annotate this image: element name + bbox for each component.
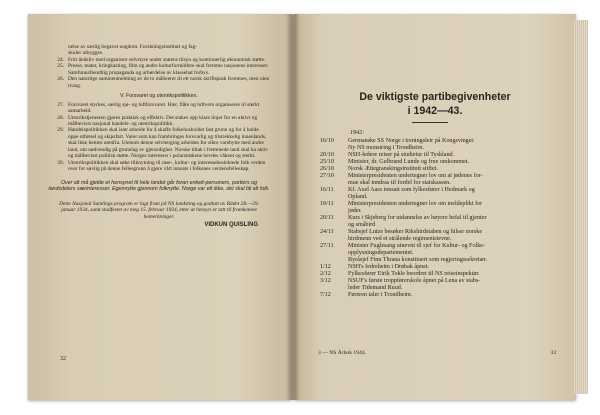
intro-line: nelse av særlig begavet ungdom. Forskningsinstitutt og fag- [68,44,198,50]
section-heading: V. Forsvaret og utenrikspolitikken. [120,93,198,100]
event-row [320,285,556,292]
program-item: 25. Presse, teater, kringkasting, film og andre kulturformidlere skal fremme nasjonens interesser. Samfunnsfiendtlig propaganda og urbørdelse av klassehat forbys. [57,63,269,76]
left-page [28,14,292,400]
event-text: og småbird [348,222,376,228]
event-text: NSUF's første troppførerskole åpnet på Lena av stabs- [348,278,481,284]
event-row [320,159,556,166]
event-row [320,271,556,278]
event-text: opplysningsdepartementet. [348,250,414,256]
event-date: 24/11 [320,229,334,235]
title-line: De viktigste partibegivenheter [359,91,511,103]
event-row [320,215,556,222]
event-row [320,194,556,201]
event-text: Kf. Axel Aass innsatt som fylkesfører i Hedmark og [348,187,475,193]
event-text: hirdmenn ved et strålende regimentstevne. [348,236,452,242]
event-text: Minister Fuglesang utnevnt til sjef for Kultur- og Folke- [348,243,485,249]
event-date: 7/12 [320,292,331,298]
event-text: leder Tidemand Ruud. [348,285,403,291]
event-date: 1/12 [320,264,331,270]
event-date: 16/11 [320,187,334,193]
title-line: i 1942—43. [407,105,463,117]
right-page-number: 33 [550,350,556,356]
events-list [320,130,556,299]
program-item: 28. Utenrikstjenesten gjøres praktisk og effektiv. Det stakes opp klare linjer for en aktivt og målbevisst nasjonal handels- og utenrikspolitikk. [57,114,258,127]
event-row [320,187,556,194]
program-item: 30. Utenrikspolitikken skal søke tilknytning til rase-, kultur- og interessebeslektede folk verden over for søvlig på denne fellesgrunn å gjøre vårt innsats i folkenes verdensfelleskap. [57,159,266,173]
event-date [320,145,348,152]
event-text: Fylkesfører Eirik Tokle beordret til NS reiseinspektør. [348,271,480,277]
event-row [320,180,556,187]
event-date [320,257,348,264]
event-text: Ministerpresidenten undertegner lov om at jødenes for- [348,173,483,179]
event-text: Stabsjef Lutze besøker Rikshirdstaben og hilser norske [348,229,483,235]
event-date: 3/12 [320,278,331,284]
event-row [320,138,556,145]
year-heading: 1942: [350,130,365,136]
event-date: 27/11 [320,243,334,249]
program-item: 24. Fritt åndsliv med organisert selvstyre under statens tilsyn og kontinuerlig økonomisk støtte. [57,56,266,63]
event-date [320,285,348,292]
page-title [294,90,576,118]
event-date [320,194,348,201]
event-text: jøder. [348,208,362,214]
event-date: 26/10 [320,166,334,172]
event-date [320,208,348,215]
intro-line: skoler utbygges. [68,50,104,57]
event-date: 19/11 [320,201,334,207]
event-text: Opland. [348,194,368,200]
event-date [320,236,348,243]
open-book [28,14,590,400]
event-text: Ministerpresidenten undertegner lov om meldeplikt for [348,201,483,207]
event-row [320,236,556,243]
event-text: mue skal inndras til fordel for statskassen. [348,180,451,186]
page-edges [574,20,588,394]
closing-note: Over alt må gjelde et hensynet til hele landet går foran enkelt-personers, partiers og landsdelers særinteresser. Egennytte gjennom folknytte. Norge var ett ikke, det skal bli alt folk. [48,179,270,193]
event-row [320,264,556,271]
event-row [320,173,556,180]
event-date: 27/10 [320,173,334,179]
left-page-number: 32 [60,356,66,362]
event-text: Germanske SS Norge i treningsleir på Kongsvinger. [348,138,475,144]
event-row [320,250,556,257]
right-page [294,14,576,400]
event-date [320,222,348,229]
event-row [320,278,556,285]
event-row [320,243,556,250]
event-row [320,208,556,215]
signature-paragraph: Dette Nasjonal Samlings program er lagt fram på NS landsting og godtatt av Rådet 28.—29. januar 1934, samt stadfestet av meg 15. februar 1934, etter at hensyn er tatt til framkomne bemerkninger. [59,200,259,220]
title-rule [412,122,448,123]
event-row [320,222,556,229]
event-text: Ny NS monstring i Trondheim. [348,145,425,151]
event-row [320,166,556,173]
signer-name: VIDKUN QUISLING [204,221,258,228]
event-date: 20/11 [320,215,334,221]
event-text: Kurs i Skjeberg for utdannelse av høyere befal til gjenter [348,215,487,221]
event-date: 16/10 [320,138,334,144]
event-text: Norsk Ættegranskingsinstitutt stiftet. [348,166,438,172]
event-text: NSH-ledere reiser på studietur til Tyskland. [348,152,455,158]
event-date [320,250,348,257]
event-date: 20/10 [320,152,334,158]
event-text: NSH's fedreheim i Drøbak åpnet. [348,264,430,270]
event-text: Minister, dr. Gulbrand Lunde og frue omkommet. [348,159,470,165]
event-date: 2/12 [320,271,331,277]
event-row [320,292,556,299]
event-date [320,180,348,187]
program-item: 29. Handelspolitikken skal især arbeide for å skaffe folkehusholdet fast grunn og for å holde oppe utførsel og skipsfart. Varer som kan frambringes forsvarlig og tilstrekkelig innenlands, skal ikke hentes utenfra. Utenom denne selvberging arbeides for sikre varebytte med andre land, om nødvendig på grunnlag av gjensidighet. Norske tiltak i fremmede land skal ha aktiv og målbevisst politisk støtte. Norges interesser i polarstrøkene hevdes våkent og sterkt. [57,127,269,160]
footer-signature: 3 — NS Årbok 1944. [318,350,367,356]
event-text: Byråsjef Finn Thrana konstituert som regjeringssekretær. [348,257,488,263]
event-row [320,152,556,159]
program-item: 27. Forsvaret styrkes, særlig sjø- og luftforsvaret. Hær, flåte og luftvern organiseres til sterkt samarbeid. [57,101,260,115]
program-item: 26. Den naturlige sammenmelming av de to målleerer til ett norsk skriftsprak fremmes, men uten tvang. [57,76,270,89]
event-date: 25/10 [320,159,334,165]
event-row [320,145,556,152]
event-text: Føreren taler i Trondheim. [348,292,413,298]
left-page-text [48,44,270,228]
event-row [320,257,556,264]
event-row [320,229,556,236]
book-gutter [286,14,300,400]
event-row [320,201,556,208]
